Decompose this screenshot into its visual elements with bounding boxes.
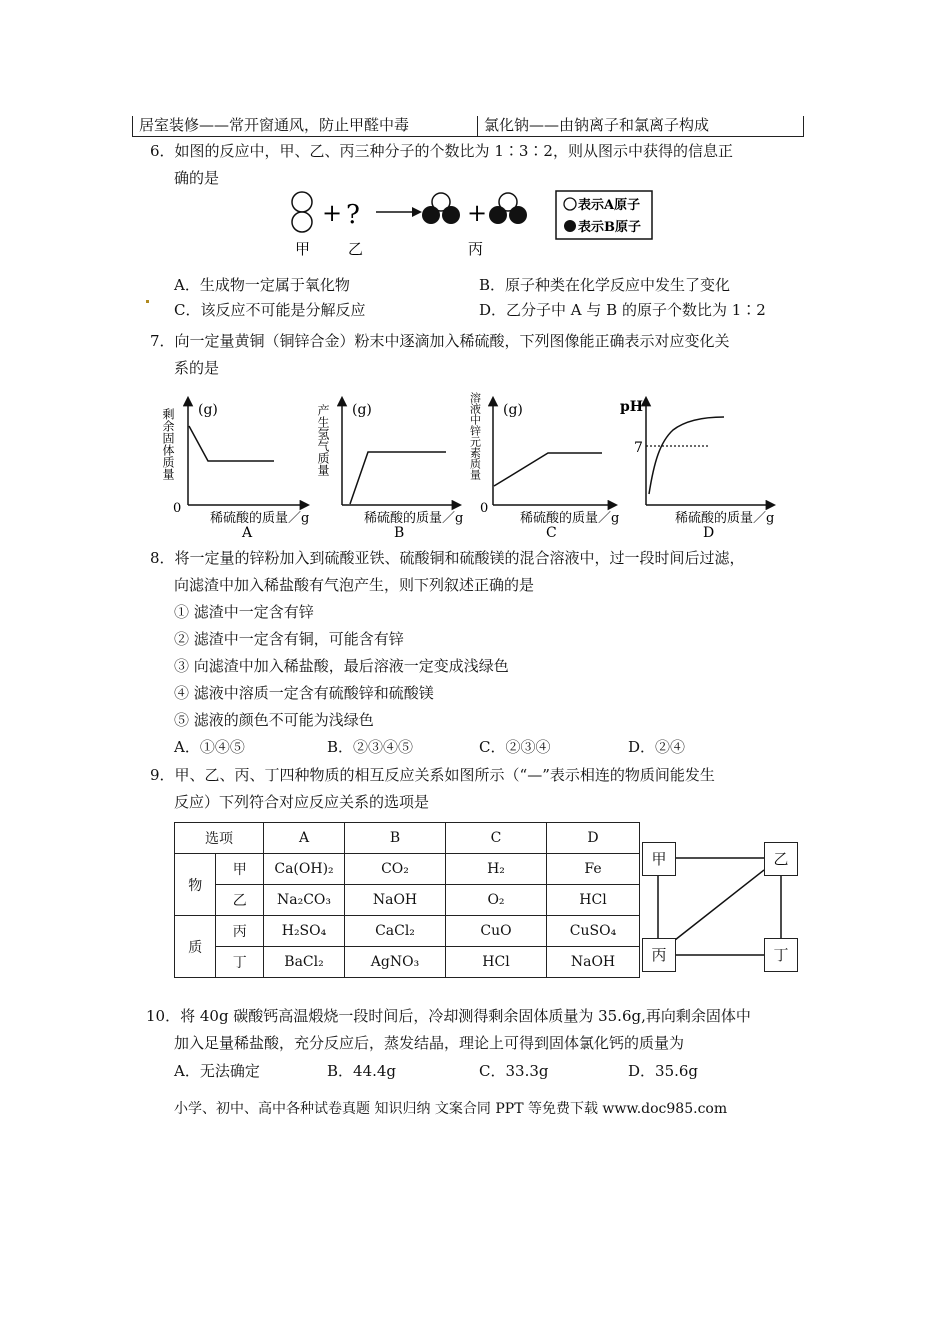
q8-item-2: ② 滤渣中一定含有铜，可能含有锌 — [174, 630, 404, 648]
graph-a-origin: 0 — [173, 501, 182, 516]
question-mark: ? — [346, 200, 360, 230]
q7-graphs — [160, 390, 800, 540]
graph-b-xlabel: 稀硫酸的质量／g — [364, 511, 464, 526]
graph-b-letter: B — [394, 525, 405, 540]
q10-option-d: D．35.6g — [628, 1062, 699, 1080]
cell: AgNO₃ — [345, 947, 446, 978]
q6-line2: 确的是 — [174, 169, 220, 187]
q8-option-a: A．①④⑤ — [174, 738, 245, 756]
graph-d-xlabel: 稀硫酸的质量／g — [675, 511, 775, 526]
q9-line2: 反应）下列符合对应反应关系的选项是 — [174, 793, 430, 811]
legend-b-icon — [564, 220, 576, 232]
graph-c-line — [494, 453, 602, 486]
header-b: B — [345, 823, 446, 854]
cell: CuO — [446, 916, 547, 947]
top-table-left: 居室装修——常开窗通风，防止甲醛中毒 — [133, 116, 478, 136]
bing-label: 丙 — [468, 240, 484, 258]
cell: Fe — [547, 854, 640, 885]
arrow-head — [412, 207, 422, 217]
cell: CaCl₂ — [345, 916, 446, 947]
top-table — [132, 116, 804, 137]
q8-option-b: B．②③④⑤ — [327, 738, 414, 756]
q8-option-c: C．②③④ — [479, 738, 551, 756]
graph-b-unit: (g) — [352, 402, 372, 418]
q6-option-d: D．乙分子中 A 与 B 的原子个数比为 1∶2 — [479, 301, 766, 319]
header-d: D — [547, 823, 640, 854]
legend-a-text: 表示A原子 — [578, 198, 641, 213]
cell: Ca(OH)₂ — [264, 854, 345, 885]
cell: BaCl₂ — [264, 947, 345, 978]
graph-d-ph-tick: 7 — [634, 440, 643, 456]
jia-atom-bottom — [292, 212, 312, 232]
q8-option-d: D．②④ — [628, 738, 686, 756]
q10-line1: 10．将 40g 碳酸钙高温煅烧一段时间后，冷却测得剩余固体质量为 35.6g,再向剩余固体中 — [146, 1007, 751, 1025]
cell: NaOH — [345, 885, 446, 916]
cell: CuSO₄ — [547, 916, 640, 947]
table-row — [175, 947, 640, 978]
row-label: 甲 — [216, 854, 264, 885]
yi-label: 乙 — [348, 240, 364, 258]
q8-item-3: ③ 向滤渣中加入稀盐酸，最后溶液一定变成浅绿色 — [174, 657, 509, 675]
q8-line2: 向滤渣中加入稀盐酸有气泡产生，则下列叙述正确的是 — [174, 576, 535, 594]
cell: O₂ — [446, 885, 547, 916]
q6-line1: 6．如图的反应中，甲、乙、丙三种分子的个数比为 1∶3∶2，则从图示中获得的信息正 — [150, 142, 733, 160]
node-bing: 丙 — [642, 938, 676, 972]
legend-a-icon — [564, 198, 576, 210]
table-row — [175, 916, 640, 947]
graph-a-letter: A — [242, 525, 253, 540]
q10-line2: 加入足量稀盐酸，充分反应后，蒸发结晶，理论上可得到固体氯化钙的质量为 — [174, 1034, 685, 1052]
graph-b-line — [350, 452, 446, 504]
side-label-bottom: 质 — [175, 916, 216, 978]
q9-options-table — [174, 822, 640, 978]
cell: NaOH — [547, 947, 640, 978]
product2-b-atom-right — [509, 206, 527, 224]
q10-option-b: B．44.4g — [327, 1062, 397, 1080]
jia-label: 甲 — [295, 240, 311, 258]
header-a: A — [264, 823, 345, 854]
q8-item-5: ⑤ 滤液的颜色不可能为浅绿色 — [174, 711, 374, 729]
jia-atom-top — [292, 192, 312, 212]
stray-dot — [146, 300, 149, 303]
q8-item-4: ④ 滤液中溶质一定含有硫酸锌和硫酸镁 — [174, 684, 434, 702]
cell: H₂SO₄ — [264, 916, 345, 947]
plus-sign-2: + — [467, 199, 488, 227]
graph-d-letter: D — [703, 525, 715, 540]
graph-c — [469, 391, 620, 540]
table-row — [175, 854, 640, 885]
cell: CO₂ — [345, 854, 446, 885]
graph-a — [161, 398, 309, 540]
graph-c-xlabel: 稀硫酸的质量／g — [520, 511, 620, 526]
row-label: 丁 — [216, 947, 264, 978]
node-yi: 乙 — [764, 842, 798, 876]
row-label: 乙 — [216, 885, 264, 916]
header-option: 选项 — [175, 823, 264, 854]
product1-b-atom-left — [422, 206, 440, 224]
graph-a-xlabel: 稀硫酸的质量／g — [210, 511, 310, 526]
top-table-right: 氯化钠——由钠离子和氯离子构成 — [484, 116, 710, 134]
graph-c-letter: C — [546, 525, 557, 540]
graph-d-curve — [649, 417, 724, 494]
q6-option-b: B．原子种类在化学反应中发生了变化 — [479, 276, 731, 294]
q6-option-c: C．该反应不可能是分解反应 — [174, 301, 366, 319]
cell: H₂ — [446, 854, 547, 885]
graph-b-ylabel: 产生氢气质量 — [316, 404, 330, 476]
table-header-row — [175, 823, 640, 854]
line-yi-bing — [675, 870, 764, 940]
q8-item-1: ① 滤渣中一定含有锌 — [174, 603, 314, 621]
graph-c-origin: 0 — [480, 501, 489, 516]
graph-b — [316, 398, 463, 540]
graph-c-unit: (g) — [503, 402, 523, 418]
q9-line1: 9．甲、乙、丙、丁四种物质的相互反应关系如图所示（“—”表示相连的物质间能发生 — [150, 766, 715, 784]
header-c: C — [446, 823, 547, 854]
product1-b-atom-right — [442, 206, 460, 224]
legend-b-text: 表示B原子 — [578, 220, 641, 235]
q7-line2: 系的是 — [174, 359, 220, 377]
graph-a-unit: (g) — [198, 402, 218, 418]
q6-reaction-diagram — [280, 188, 660, 260]
graph-d — [620, 398, 774, 540]
q10-option-c: C．33.3g — [479, 1062, 549, 1080]
cell: HCl — [547, 885, 640, 916]
footer-text: 小学、初中、高中各种试卷真题 知识归纳 文案合同 PPT 等免费下载 www.doc985.com — [174, 1101, 728, 1117]
node-jia: 甲 — [642, 842, 676, 876]
row-label: 丙 — [216, 916, 264, 947]
graph-c-ylabel: 溶液中锌元素质量 — [468, 392, 482, 480]
node-ding: 丁 — [764, 938, 798, 972]
q6-option-a: A．生成物一定属于氧化物 — [174, 276, 350, 294]
side-label-top: 物 — [175, 854, 216, 916]
cell: Na₂CO₃ — [264, 885, 345, 916]
cell: HCl — [446, 947, 547, 978]
table-row — [175, 885, 640, 916]
q7-line1: 7．向一定量黄铜（铜锌合金）粉末中逐滴加入稀硫酸，下列图像能正确表示对应变化关 — [150, 332, 730, 350]
graph-a-line — [189, 426, 274, 461]
graph-a-ylabel: 剩余固体质量 — [161, 408, 175, 480]
q8-line1: 8．将一定量的锌粉加入到硫酸亚铁、硫酸铜和硫酸镁的混合溶液中，过一段时间后过滤， — [150, 549, 745, 567]
graph-d-ylabel: pH — [620, 399, 644, 415]
plus-sign-1: + — [322, 199, 343, 227]
q10-option-a: A．无法确定 — [174, 1062, 260, 1080]
product2-b-atom-left — [489, 206, 507, 224]
